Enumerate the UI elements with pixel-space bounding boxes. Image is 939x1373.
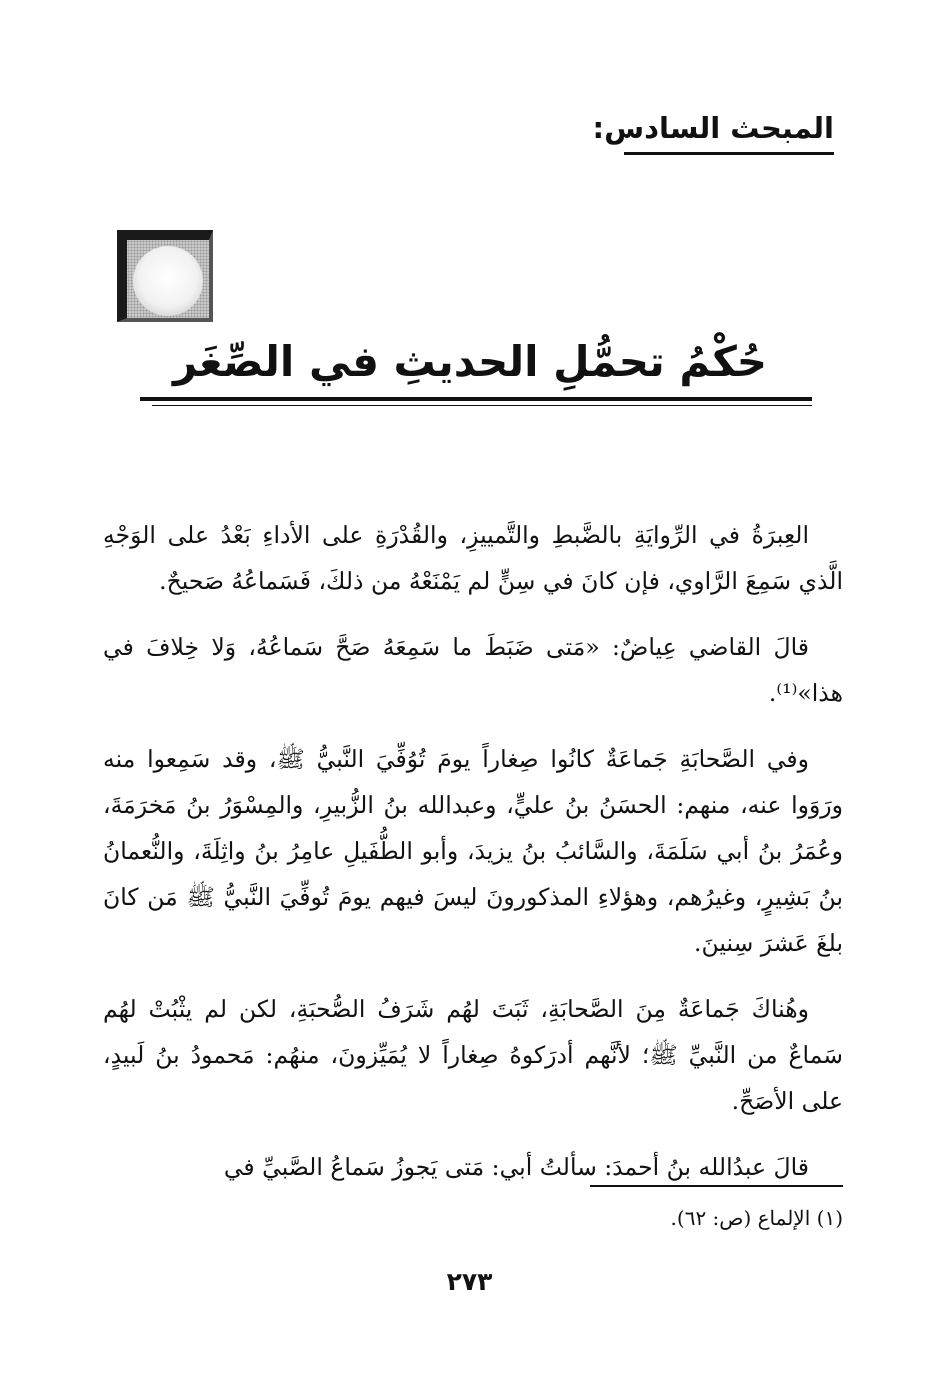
section-label: المبحث السادس: xyxy=(592,111,834,145)
body-text xyxy=(103,512,843,1190)
chapter-title: حُكْمُ تحمُّلِ الحديثِ في الصِّغَر xyxy=(172,337,768,386)
footnote: (١) الإلماع (ص: ٦٢). xyxy=(670,1206,843,1230)
decorative-frame-ornament xyxy=(117,230,213,322)
title-rule-thick xyxy=(140,397,812,401)
paragraph-1: العِبرَةُ في الرِّوايَةِ بالضَّبطِ والتَّمييزِ، والقُدْرَةِ على الأداءِ بَعْدُ على الوَجْهِ الَّذي سَمِعَ الرَّاوي، فإن كانَ في سِنٍّ لم يَمْنَعْهُ من ذلكَ، فَسَماعُهُ صَحيحٌ. xyxy=(103,521,843,595)
section-label-underline xyxy=(624,152,834,155)
page-number: ٢٧٣ xyxy=(446,1267,493,1296)
paragraph-5: قالَ عبدُالله بنُ أحمدَ: سألتُ أبي: مَتى يَجوزُ سَماعُ الصَّبيِّ في xyxy=(223,1153,809,1181)
paragraph-4: وهُناكَ جَماعَةٌ مِنَ الصَّحابَةِ، ثَبَتَ لهُم شَرَفُ الصُّحبَةِ، لكن لم يثْبُتْ لهُم سَماعٌ من النَّبيِّ ﷺ؛ لأنَّهم أدرَكوهُ صِغاراً لا يُمَيِّزونَ، منهُم: مَحمودُ بنُ لَبيدٍ، على الأصَحِّ. xyxy=(103,995,843,1115)
footnote-separator xyxy=(590,1185,843,1187)
paragraph-3: وفي الصَّحابَةِ جَماعَةٌ كانُوا صِغاراً يومَ تُوُفِّيَ النَّبيُّ ﷺ، وقد سَمِعوا منه ورَوَوا عنه، منهم: الحسَنُ بنُ عليٍّ، وعبدالله بنُ الزُّبيرِ، والمِسْوَرُ بنُ مَخرَمَةَ، وعُمَرُ بنُ أبي سَلَمَةَ، والسَّائبُ بنُ يزيدَ، وأبو الطُّفَيلِ عامِرُ بنُ واثِلَةَ، والنُّعمانُ بنُ بَشِيرٍ، وغيرُهم، وهؤلاءِ المذكورونَ ليسَ فيهم يومَ تُوفِّيَ النَّبيُّ ﷺ مَن كانَ بلغَ عَشرَ سِنينَ. xyxy=(103,745,843,957)
title-rule-thin xyxy=(152,405,812,406)
ornament-disc xyxy=(133,246,203,316)
paragraph-2: قالَ القاضي عِياضٌ: «مَتى ضَبَطَ ما سَمِعَهُ صَحَّ سَماعُهُ، وَلا خِلافَ في هذا»⁽¹⁾. xyxy=(103,633,843,707)
